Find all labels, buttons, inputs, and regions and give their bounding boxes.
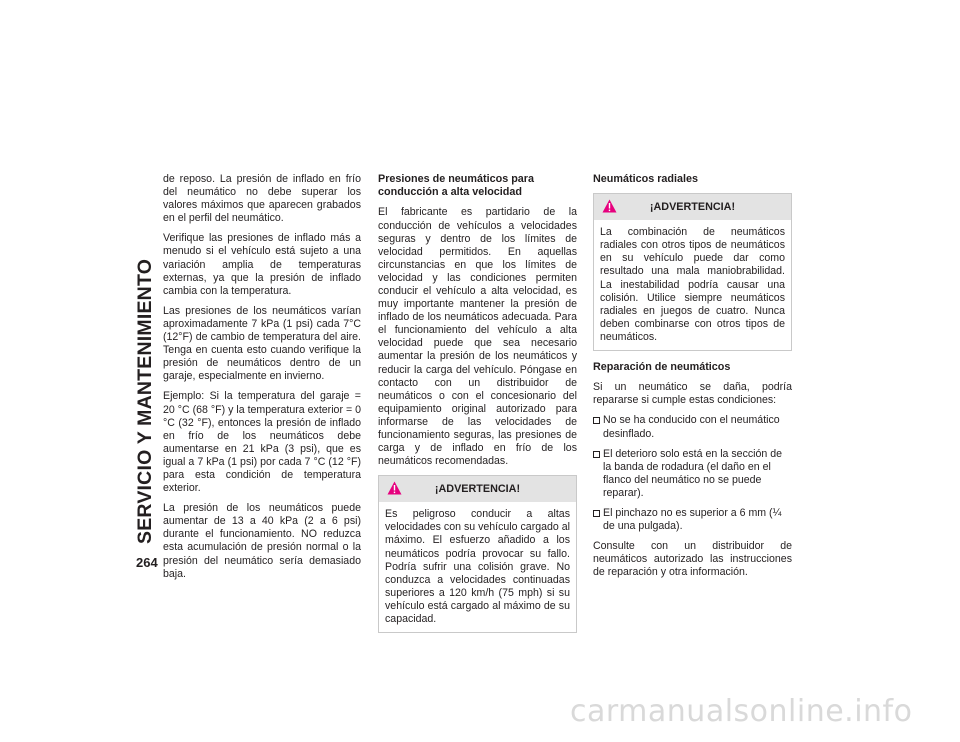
warning-header [379, 476, 576, 502]
paragraph: de reposo. La presión de inflado en frío del neumático no debe superar los valores máximos que aparecen grabados en el perfil del neumático. [163, 173, 361, 225]
section-title-text: SERVICIO Y MANTENIMIENTO [134, 258, 156, 544]
warning-header [594, 194, 791, 220]
page-number: 264 [136, 555, 158, 570]
column-1 [163, 173, 361, 588]
list-item [593, 507, 792, 533]
paragraph: Verifique las presiones de inflado más a menudo si el vehículo está sujeto a una variación amplia de temperaturas externas, ya que la presión de inflado cambia con la temperatura. [163, 232, 361, 297]
warning-body [379, 502, 576, 632]
column-2 [378, 173, 577, 643]
warning-triangle-icon [387, 481, 402, 495]
paragraph: Las presiones de los neumáticos varían aproximadamente 7 kPa (1 psi) cada 7°C (12°F) de cambio de temperatura del aire. Tenga en cuenta esto cuando verifique la presión de neumáticos dentro de un garaje, especialmente en invierno. [163, 304, 361, 383]
list-item [593, 414, 792, 440]
checkbox-bullet-icon [593, 451, 600, 458]
column-3 [593, 173, 792, 586]
list-item-text: El pinchazo no es superior a 6 mm (¼ de una pulgada). [603, 507, 782, 533]
watermark: carmanualsonline.info [570, 694, 913, 729]
list-item [593, 448, 792, 500]
warning-title: ¡ADVERTENCIA! [434, 483, 521, 496]
section-heading: Reparación de neumáticos [593, 361, 731, 374]
checkbox-bullet-icon [593, 417, 600, 424]
warning-text: Es peligroso conducir a altas velocidades con su vehículo cargado al máximo. El esfuerzo añadido a los neumáticos podría provocar su fallo. Podría sufrir una colisión grave. No conduzca a velocidades continuadas superiores a 120 km/h (75 mph) si su vehículo está cargado al máximo de su capacidad. [385, 508, 570, 626]
section-heading: Neumáticos radiales [593, 173, 699, 185]
paragraph: La presión de los neumáticos puede aumentar de 13 a 40 kPa (2 a 6 psi) durante el funcionamiento. NO reduzca esta acumulación de presión normal o la presión del neumático sería demasiado baja. [163, 502, 361, 580]
warning-title: ¡ADVERTENCIA! [649, 201, 736, 214]
checkbox-bullet-icon [593, 510, 600, 517]
paragraph: El fabricante es partidario de la conducción de vehículos a velocidades seguras y dentro de los límites de velocidad permitidos. En aquellas circunstancias en que los límites de velocidad y las condiciones permiten conducir el vehículo a alta velocidad, es muy importante mantener la presión de inflado de los neumáticos adecuada. Para el funcionamiento del vehículo a alta velocidad puede que sea necesario aumentar la presión de los neumáticos y reducir la carga del vehículo. Póngase en contacto con un distribuidor de neumáticos o con el concesionario del equipamiento original autorizado para informarse de las velocidades de funcionamiento seguras, las presiones de carga y de inflado en frío de los neumáticos recomendadas. [378, 206, 577, 468]
section-side-title [134, 164, 164, 544]
warning-box [593, 193, 792, 351]
warning-body [594, 220, 791, 350]
list-item-text: No se ha conducido con el neumático desinflado. [603, 414, 780, 440]
warning-box [378, 475, 577, 633]
warning-triangle-icon [602, 199, 617, 213]
bullet-list [593, 414, 792, 533]
paragraph: Si un neumático se daña, podría repararse si cumple estas condiciones: [593, 381, 792, 407]
list-item-text: El deterioro solo está en la sección de la banda de rodadura (el daño en el flanco del neumático no se puede reparar). [603, 447, 783, 499]
paragraph: Consulte con un distribuidor de neumáticos autorizado las instrucciones de reparación y otra información. [593, 540, 792, 579]
warning-text: La combinación de neumáticos radiales con otros tipos de neumáticos en su vehículo puede dar como resultado una mala maniobrabilidad. La inestabilidad podría causar una colisión. Utilice siempre neumáticos radiales en juegos de cuatro. Nunca deben combinarse con otros tipos de neumáticos. [600, 226, 785, 343]
section-heading: Presiones de neumáticos para conducción a alta velocidad [378, 173, 535, 199]
paragraph: Ejemplo: Si la temperatura del garaje = 20 °C (68 °F) y la temperatura exterior = 0 °C (32 °F), entonces la presión de inflado en frío de los neumáticos debe aumentarse en 21 kPa (3 psi), que es igual a 7 kPa (1 psi) por cada 7 °C (12 °F) para esta condición de temperatura exterior. [163, 390, 361, 495]
